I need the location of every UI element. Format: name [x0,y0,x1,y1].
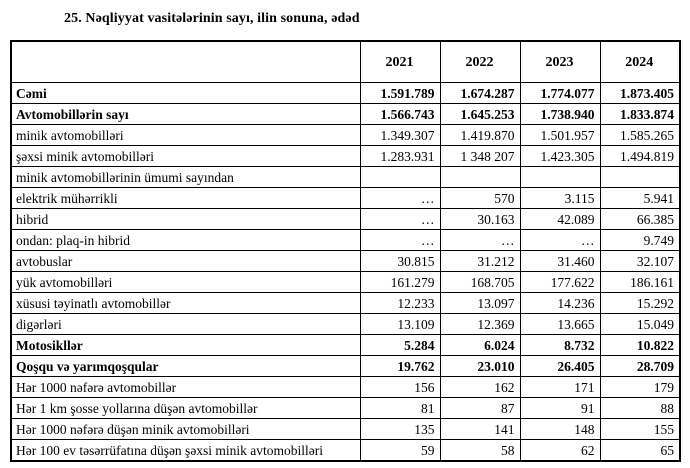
table-row [11,293,680,314]
row-label: Cəmi [11,83,360,104]
value-cell: 12.233 [360,293,440,314]
year-column-header: 2022 [440,41,520,83]
table-row [11,251,680,272]
value-cell: 171 [520,377,600,398]
year-column-header: 2021 [360,41,440,83]
value-cell: 23.010 [440,356,520,377]
value-cell: 1.833.874 [600,104,680,125]
value-cell: 155 [600,419,680,440]
value-cell: 1.873.405 [600,83,680,104]
header-row [11,41,680,83]
value-cell: 66.385 [600,209,680,230]
table-body [11,83,680,462]
value-cell: 88 [600,398,680,419]
value-cell: 42.089 [520,209,600,230]
row-label: digərləri [11,314,360,335]
row-label: elektrik mühərrikli [11,188,360,209]
value-cell: … [520,230,600,251]
value-cell: … [360,188,440,209]
value-cell: 1.566.743 [360,104,440,125]
value-cell: 3.115 [520,188,600,209]
value-cell: 9.749 [600,230,680,251]
row-label: Hər 1000 nəfərə avtomobillər [11,377,360,398]
table-row [11,419,680,440]
table-row [11,335,680,356]
value-cell: 1.494.819 [600,146,680,167]
table-row [11,83,680,104]
row-label: avtobuslar [11,251,360,272]
row-label: şəxsi minik avtomobilləri [11,146,360,167]
row-label: xüsusi təyinatlı avtomobillər [11,293,360,314]
value-cell: 8.732 [520,335,600,356]
value-cell: 30.163 [440,209,520,230]
value-cell: 1.738.940 [520,104,600,125]
table-row [11,356,680,377]
value-cell [440,167,520,188]
value-cell: 19.762 [360,356,440,377]
table-row [11,167,680,188]
value-cell: 1.674.287 [440,83,520,104]
value-cell [360,167,440,188]
value-cell: 1.585.265 [600,125,680,146]
value-cell: 13.097 [440,293,520,314]
value-cell: 30.815 [360,251,440,272]
year-column-header: 2023 [520,41,600,83]
row-label: Hər 1 km şosse yollarına düşən avtomobillər [11,398,360,419]
empty-header-cell [11,41,360,83]
value-cell: 58 [440,440,520,462]
value-cell: 91 [520,398,600,419]
value-cell: 1.423.305 [520,146,600,167]
value-cell [520,167,600,188]
value-cell: 59 [360,440,440,462]
value-cell [600,167,680,188]
row-label: Motosikllər [11,335,360,356]
row-label: Qoşqu və yarımqoşqular [11,356,360,377]
value-cell: 81 [360,398,440,419]
table-row [11,209,680,230]
value-cell: 1.419.870 [440,125,520,146]
value-cell: 13.109 [360,314,440,335]
value-cell: 87 [440,398,520,419]
value-cell: 26.405 [520,356,600,377]
value-cell: 1.283.931 [360,146,440,167]
value-cell: 13.665 [520,314,600,335]
vehicles-statistics-table [10,40,681,462]
value-cell: 156 [360,377,440,398]
value-cell: 12.369 [440,314,520,335]
value-cell: 65 [600,440,680,462]
table-row [11,440,680,462]
value-cell: 1.774.077 [520,83,600,104]
value-cell: 141 [440,419,520,440]
value-cell: 15.049 [600,314,680,335]
page-title: 25. Nəqliyyat vasitələrinin sayı, ilin sonuna, ədəd [64,11,360,26]
value-cell: … [360,209,440,230]
value-cell: 168.705 [440,272,520,293]
table-row [11,314,680,335]
row-label: minik avtomobillərinin ümumi sayından [11,167,360,188]
value-cell: 14.236 [520,293,600,314]
value-cell: 6.024 [440,335,520,356]
value-cell: 15.292 [600,293,680,314]
value-cell: 31.212 [440,251,520,272]
table-row [11,272,680,293]
table-row [11,398,680,419]
table-row [11,377,680,398]
value-cell: 62 [520,440,600,462]
table-row [11,125,680,146]
value-cell: 148 [520,419,600,440]
row-label: ondan: plaq-in hibrid [11,230,360,251]
value-cell: 135 [360,419,440,440]
row-label: minik avtomobilləri [11,125,360,146]
value-cell: 162 [440,377,520,398]
value-cell: 570 [440,188,520,209]
value-cell: … [440,230,520,251]
value-cell: 1.349.307 [360,125,440,146]
value-cell: 31.460 [520,251,600,272]
value-cell: 161.279 [360,272,440,293]
value-cell: 1.645.253 [440,104,520,125]
value-cell: 32.107 [600,251,680,272]
value-cell: 179 [600,377,680,398]
value-cell: 10.822 [600,335,680,356]
year-column-header: 2024 [600,41,680,83]
value-cell: 5.941 [600,188,680,209]
value-cell: 186.161 [600,272,680,293]
value-cell: … [360,230,440,251]
table-header [11,41,680,83]
value-cell: 177.622 [520,272,600,293]
value-cell: 1.501.957 [520,125,600,146]
row-label: yük avtomobilləri [11,272,360,293]
row-label: Hər 1000 nəfərə düşən minik avtomobilləri [11,419,360,440]
value-cell: 1 348 207 [440,146,520,167]
value-cell: 1.591.789 [360,83,440,104]
table-row [11,230,680,251]
value-cell: 28.709 [600,356,680,377]
row-label: Hər 100 ev təsərrüfatına düşən şəxsi minik avtomobilləri [11,440,360,462]
table-row [11,188,680,209]
table-row [11,146,680,167]
row-label: hibrid [11,209,360,230]
row-label: Avtomobillərin sayı [11,104,360,125]
table-row [11,104,680,125]
value-cell: 5.284 [360,335,440,356]
